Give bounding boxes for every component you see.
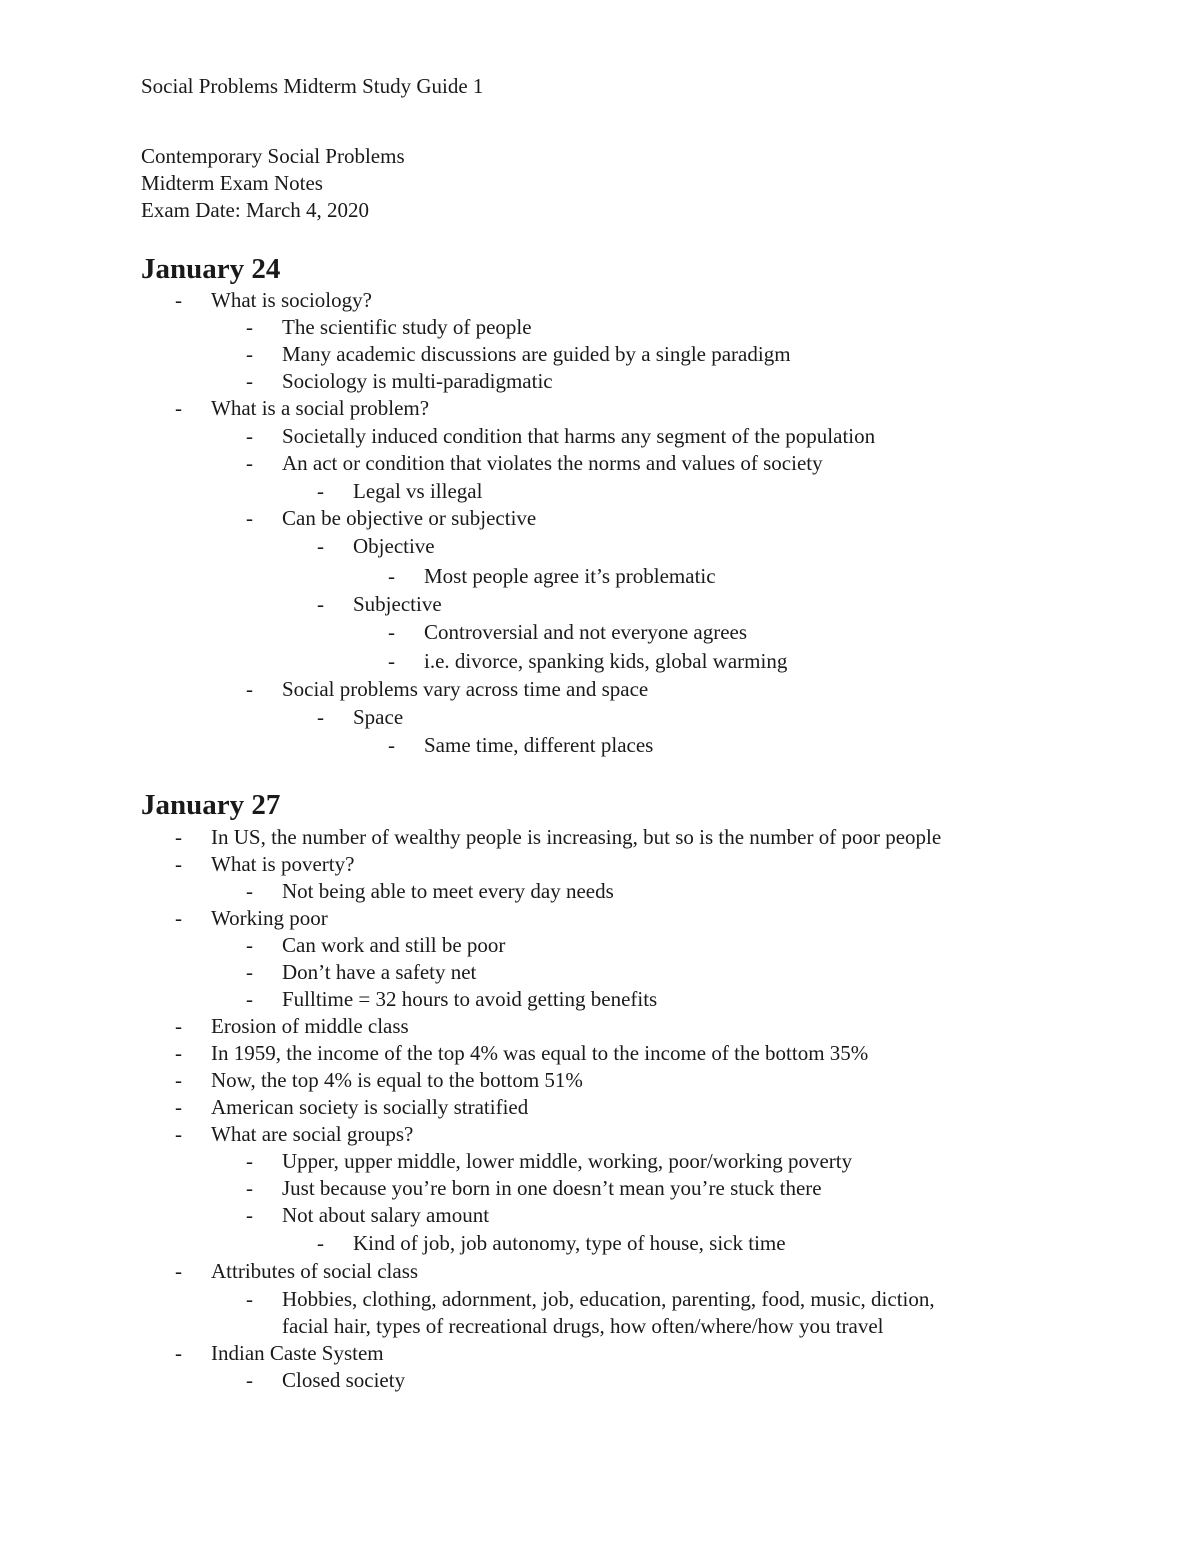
bullet-dash: - <box>246 1368 253 1392</box>
bullet-dash: - <box>246 1203 253 1227</box>
bullet-dash: - <box>246 1287 253 1311</box>
running-title: Social Problems Midterm Study Guide 1 <box>141 74 484 98</box>
bullet-dash: - <box>175 396 182 420</box>
bullet-dash: - <box>317 1231 324 1255</box>
bullet-dash: - <box>317 705 324 729</box>
bullet-dash: - <box>175 1095 182 1119</box>
bullet-dash: - <box>388 564 395 588</box>
bullet-dash: - <box>175 1068 182 1092</box>
exam-date: Exam Date: March 4, 2020 <box>141 198 370 222</box>
bullet-dash: - <box>175 288 182 312</box>
bullet-dash: - <box>246 933 253 957</box>
bullet-dash: - <box>246 424 253 448</box>
bullet-dash: - <box>175 1014 182 1038</box>
section-heading-january-27: January 27 <box>141 789 281 821</box>
bullet-dash: - <box>175 1122 182 1146</box>
bullet-dash: - <box>317 479 324 503</box>
bullet-dash: - <box>246 506 253 530</box>
bullet-dash: - <box>175 1341 182 1365</box>
bullet-dash: - <box>246 1149 253 1173</box>
bullet-dash: - <box>388 649 395 673</box>
bullet-dash: - <box>175 852 182 876</box>
bullet-dash: - <box>246 987 253 1011</box>
bullet-dash: - <box>246 879 253 903</box>
document-page: Social Problems Midterm Study Guide 1 Contemporary Social Problems Midterm Exam Notes Exam Date: March 4, 2020 January 24 - What is sociology? - The scientific study of people - Many academic discussions are guided by a single paradigm - Sociology is multi-paradigmatic - What is a social problem? - Societally induced condition that harms any segment of the population - An act or condition that violates the norms and values of society - Legal vs illegal - Can be objective or subjective - Objective - Most people agree it’s problematic - Subjective - Controversial and not everyone agrees - i.e. divorce, spanking kids, global warming - Social problems vary across time and space - Space - Same time, different places January 27 - In US, the number of wealthy people is increasing, but so is the number of poor people - What is poverty? - Not being able to meet every day needs - Working poor - Can work and still be poor - Don’t have a safety net - Fulltime = 32 hours to avoid getting benefits - Erosion of middle class - In 1959, the income of the top 4% was equal to the income of the bottom 35% - Now, the top 4% is equal to the bottom 51% - American society is socially stratified - What are social groups? - Upper, upper middle, lower middle, working, poor/working poverty - Just because you’re born in one doesn’t mean you’re stuck there - Not about salary amount - Kind of job, job autonomy, type of house, sick time - Attributes of social class - Hobbies, clothing, adornment, job, education, parenting, food, music, diction, facial hair, types of recreational drugs, how often/where/how you travel - Indian Caste System - Closed society <box>141 74 942 1392</box>
document-subtitle: Midterm Exam Notes <box>141 171 323 195</box>
bullet-dash: - <box>246 315 253 339</box>
list-item-continuation: facial hair, types of recreational drugs, how often/where/how you travel <box>282 1314 884 1338</box>
bullet-dash: - <box>246 369 253 393</box>
bullet-dash: - <box>175 906 182 930</box>
bullet-dash: - <box>388 733 395 757</box>
course-title: Contemporary Social Problems <box>141 144 405 168</box>
bullet-dash: - <box>388 620 395 644</box>
bullet-dash: - <box>246 451 253 475</box>
bullet-dash: - <box>175 825 182 849</box>
bullet-dash: - <box>175 1259 182 1283</box>
bullet-dash: - <box>175 1041 182 1065</box>
bullet-dash: - <box>246 1176 253 1200</box>
bullet-dash: - <box>317 534 324 558</box>
section-heading-january-24: January 24 <box>141 253 281 285</box>
bullet-dash: - <box>246 960 253 984</box>
bullet-dash: - <box>246 342 253 366</box>
bullet-dash: - <box>246 677 253 701</box>
bullet-dash: - <box>317 592 324 616</box>
